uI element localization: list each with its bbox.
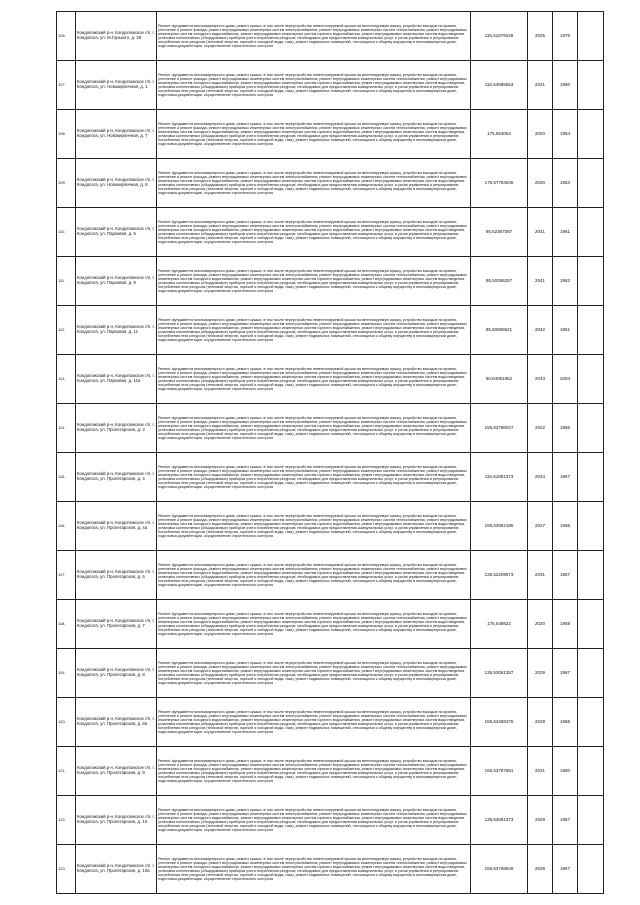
row-cost: 155,53768649 bbox=[471, 845, 528, 894]
row-number: 118. bbox=[57, 600, 76, 649]
table-row bbox=[57, 453, 604, 502]
row-address: Кондопожский р-н, Кондопожское г/п, г. Кондопога, ул. М.Горького, д. 29 bbox=[76, 12, 157, 61]
row-number: 107. bbox=[57, 61, 76, 110]
row-description: Ремонт фундамента многоквартирного дома, ремонт крыши, в том числе переустройство невентилируемой крыши на вентилируемую крышу, устройство выходов на кровлю, утепление и ремонт фасада, ремонт внутридомовых инженерных систем электроснабжения, ремонт внутридомовых инженерных систем теплоснабжения, ремонт внутридомовых инженерных систем холодного водоснабжения, ремонт внутридомовых инженерных систем горячего водоснабжения, ремонт внутридомовых инженерных систем водоотведения, установка коллективных (общедомовых) приборов учета потребления ресурсов, необходимых для предоставления коммунальных услуг, и узлов управления и регулирования потребления этих ресурсов (тепловой энергии, горячей и холодной воды, газа), ремонт подвальных помещений, относящихся к общему имуществу в многоквартирном доме, подготовка документации, осуществление строительного контроля bbox=[157, 796, 471, 845]
row-empty-cell bbox=[578, 747, 604, 796]
row-empty-cell bbox=[578, 551, 604, 600]
row-empty-cell bbox=[578, 845, 604, 894]
table-row bbox=[57, 502, 604, 551]
row-empty-cell bbox=[578, 208, 604, 257]
row-number: 117. bbox=[57, 551, 76, 600]
row-empty-cell bbox=[578, 600, 604, 649]
row-build-year: 1959 bbox=[553, 600, 578, 649]
row-repair-year: 2021 bbox=[528, 747, 553, 796]
row-empty-cell bbox=[578, 12, 604, 61]
row-address: Кондопожский р-н, Кондопожское г/п, г. Кондопога, ул. Пролетарская, д. 6 bbox=[76, 551, 157, 600]
row-repair-year: 2031 bbox=[528, 551, 553, 600]
table-row bbox=[57, 257, 604, 306]
row-description: Ремонт фундамента многоквартирного дома, ремонт крыши, в том числе переустройство невентилируемой крыши на вентилируемую крышу, устройство выходов на кровлю, утепление и ремонт фасада, ремонт внутридомовых инженерных систем электроснабжения, ремонт внутридомовых инженерных систем теплоснабжения, ремонт внутридомовых инженерных систем холодного водоснабжения, ремонт внутридомовых инженерных систем горячего водоснабжения, ремонт внутридомовых инженерных систем водоотведения, установка коллективных (общедомовых) приборов учета потребления ресурсов, необходимых для предоставления коммунальных услуг, и узлов управления и регулирования потребления этих ресурсов (тепловой энергии, горячей и холодной воды, газа), ремонт подвальных помещений, относящихся к общему имуществу в многоквартирном доме, подготовка документации, осуществление строительного контроля bbox=[157, 600, 471, 649]
row-number: 110. bbox=[57, 208, 76, 257]
table-row bbox=[57, 404, 604, 453]
row-empty-cell bbox=[578, 453, 604, 502]
row-repair-year: 2020 bbox=[528, 159, 553, 208]
row-number: 106. bbox=[57, 12, 76, 61]
table-row bbox=[57, 698, 604, 747]
row-build-year: 1966 bbox=[553, 502, 578, 551]
row-number: 120. bbox=[57, 698, 76, 747]
row-number: 115. bbox=[57, 453, 76, 502]
row-number: 121. bbox=[57, 747, 76, 796]
row-build-year: 1954 bbox=[553, 110, 578, 159]
row-description: Ремонт фундамента многоквартирного дома, ремонт крыши, в том числе переустройство невентилируемой крыши на вентилируемую крышу, устройство выходов на кровлю, утепление и ремонт фасада, ремонт внутридомовых инженерных систем электроснабжения, ремонт внутридомовых инженерных систем теплоснабжения, ремонт внутридомовых инженерных систем холодного водоснабжения, ремонт внутридомовых инженерных систем горячего водоснабжения, ремонт внутридомовых инженерных систем водоотведения, установка коллективных (общедомовых) приборов учета потребления ресурсов, необходимых для предоставления коммунальных услуг, и узлов управления и регулирования потребления этих ресурсов (тепловой энергии, горячей и холодной воды, газа), ремонт подвальных помещений, относящихся к общему имуществу в многоквартирном доме, подготовка документации, осуществление строительного контроля bbox=[157, 355, 471, 404]
row-repair-year: 2028 bbox=[528, 845, 553, 894]
row-build-year: 1956 bbox=[553, 404, 578, 453]
row-build-year: 1967 bbox=[553, 649, 578, 698]
table-row bbox=[57, 600, 604, 649]
row-address: Кондопожский р-н, Кондопожское г/п, г. Кондопога, ул. Новокирпичная, д. 1 bbox=[76, 61, 157, 110]
row-address: Кондопожский р-н, Кондопожское г/п, г. Кондопога, ул. Пролетарская, д. 4а bbox=[76, 502, 157, 551]
row-address: Кондопожский р-н, Кондопожское г/п, г. Кондопога, ул. Пролетарская, д. 9 bbox=[76, 747, 157, 796]
row-address: Кондопожский р-н, Кондопожское г/п, г. Кондопога, ул. Пролетарская, д. 3 bbox=[76, 404, 157, 453]
row-empty-cell bbox=[578, 110, 604, 159]
row-description: Ремонт фундамента многоквартирного дома, ремонт крыши, в том числе переустройство невентилируемой крыши на вентилируемую крышу, устройство выходов на кровлю, утепление и ремонт фасада, ремонт внутридомовых инженерных систем электроснабжения, ремонт внутридомовых инженерных систем теплоснабжения, ремонт внутридомовых инженерных систем холодного водоснабжения, ремонт внутридомовых инженерных систем горячего водоснабжения, ремонт внутридомовых инженерных систем водоотведения, установка коллективных (общедомовых) приборов учета потребления ресурсов, необходимых для предоставления коммунальных услуг, и узлов управления и регулирования потребления этих ресурсов (тепловой энергии, горячей и холодной воды, газа), ремонт подвальных помещений, относящихся к общему имуществу в многоквартирном доме, подготовка документации, осуществление строительного контроля bbox=[157, 61, 471, 110]
row-number: 109. bbox=[57, 159, 76, 208]
row-address: Кондопожский р-н, Кондопожское г/п, г. Кондопога, ул. Парковая, д. 5 bbox=[76, 208, 157, 257]
row-cost: 155,53468476 bbox=[471, 698, 528, 747]
row-empty-cell bbox=[578, 257, 604, 306]
table-row bbox=[57, 61, 604, 110]
row-description: Ремонт фундамента многоквартирного дома, ремонт крыши, в том числе переустройство невентилируемой крыши на вентилируемую крышу, устройство выходов на кровлю, утепление и ремонт фасада, ремонт внутридомовых инженерных систем электроснабжения, ремонт внутридомовых инженерных систем теплоснабжения, ремонт внутридомовых инженерных систем холодного водоснабжения, ремонт внутридомовых инженерных систем горячего водоснабжения, ремонт внутридомовых инженерных систем водоотведения, установка коллективных (общедомовых) приборов учета потребления ресурсов, необходимых для предоставления коммунальных услуг, и узлов управления и регулирования потребления этих ресурсов (тепловой энергии, горячей и холодной воды, газа), ремонт подвальных помещений, относящихся к общему имуществу в многоквартирном доме, подготовка документации, осуществление строительного контроля bbox=[157, 208, 471, 257]
row-cost: 135,52209973 bbox=[471, 551, 528, 600]
row-repair-year: 2043 bbox=[528, 355, 553, 404]
row-number: 119. bbox=[57, 649, 76, 698]
table-row bbox=[57, 306, 604, 355]
row-build-year: 1978 bbox=[553, 12, 578, 61]
row-empty-cell bbox=[578, 306, 604, 355]
row-number: 123. bbox=[57, 845, 76, 894]
repair-program-table bbox=[56, 11, 604, 894]
row-description: Ремонт фундамента многоквартирного дома, ремонт крыши, в том числе переустройство невентилируемой крыши на вентилируемую крышу, устройство выходов на кровлю, утепление и ремонт фасада, ремонт внутридомовых инженерных систем электроснабжения, ремонт внутридомовых инженерных систем теплоснабжения, ремонт внутридомовых инженерных систем холодного водоснабжения, ремонт внутридомовых инженерных систем горячего водоснабжения, ремонт внутридомовых инженерных систем водоотведения, установка коллективных (общедомовых) приборов учета потребления ресурсов, необходимых для предоставления коммунальных услуг, и узлов управления и регулирования потребления этих ресурсов (тепловой энергии, горячей и холодной воды, газа), ремонт подвальных помещений, относящихся к общему имуществу в многоквартирном доме, подготовка документации, осуществление строительного контроля bbox=[157, 502, 471, 551]
row-empty-cell bbox=[578, 159, 604, 208]
row-build-year: 1968 bbox=[553, 698, 578, 747]
row-empty-cell bbox=[578, 355, 604, 404]
row-cost: 95,50356257 bbox=[471, 257, 528, 306]
row-address: Кондопожский р-н, Кондопожское г/п, г. Кондопога, ул. Пролетарская, д. 10 bbox=[76, 796, 157, 845]
row-empty-cell bbox=[578, 404, 604, 453]
row-repair-year: 2022 bbox=[528, 404, 553, 453]
row-build-year: 1967 bbox=[553, 453, 578, 502]
row-build-year: 1961 bbox=[553, 208, 578, 257]
row-address: Кондопожский р-н, Кондопожское г/п, г. Кондопога, ул. Пролетарская, д. 4 bbox=[76, 453, 157, 502]
table-row bbox=[57, 747, 604, 796]
row-empty-cell bbox=[578, 649, 604, 698]
row-repair-year: 2041 bbox=[528, 208, 553, 257]
row-repair-year: 2041 bbox=[528, 257, 553, 306]
row-cost: 175,57784649 bbox=[471, 159, 528, 208]
row-cost: 95,50999621 bbox=[471, 306, 528, 355]
row-cost: 115,61881373 bbox=[471, 453, 528, 502]
row-address: Кондопожский р-н, Кондопожское г/п, г. Кондопога, ул. Пролетарская, д. 7 bbox=[76, 600, 157, 649]
row-number: 116. bbox=[57, 502, 76, 551]
row-description: Ремонт фундамента многоквартирного дома, ремонт крыши, в том числе переустройство невентилируемой крыши на вентилируемую крышу, устройство выходов на кровлю, утепление и ремонт фасада, ремонт внутридомовых инженерных систем электроснабжения, ремонт внутридомовых инженерных систем теплоснабжения, ремонт внутридомовых инженерных систем холодного водоснабжения, ремонт внутридомовых инженерных систем горячего водоснабжения, ремонт внутридомовых инженерных систем водоотведения, установка коллективных (общедомовых) приборов учета потребления ресурсов, необходимых для предоставления коммунальных услуг, и узлов управления и регулирования потребления этих ресурсов (тепловой энергии, горячей и холодной воды, газа), ремонт подвальных помещений, относящихся к общему имуществу в многоквартирном доме, подготовка документации, осуществление строительного контроля bbox=[157, 159, 471, 208]
row-repair-year: 2021 bbox=[528, 61, 553, 110]
row-cost: 135,53061357 bbox=[471, 649, 528, 698]
row-cost: 115,51579229 bbox=[471, 12, 528, 61]
row-description: Ремонт фундамента многоквартирного дома, ремонт крыши, в том числе переустройство невентилируемой крыши на вентилируемую крышу, устройство выходов на кровлю, утепление и ремонт фасада, ремонт внутридомовых инженерных систем электроснабжения, ремонт внутридомовых инженерных систем теплоснабжения, ремонт внутридомовых инженерных систем холодного водоснабжения, ремонт внутридомовых инженерных систем горячего водоснабжения, ремонт внутридомовых инженерных систем водоотведения, установка коллективных (общедомовых) приборов учета потребления ресурсов, необходимых для предоставления коммунальных услуг, и узлов управления и регулирования потребления этих ресурсов (тепловой энергии, горячей и холодной воды, газа), ремонт подвальных помещений, относящихся к общему имуществу в многоквартирном доме, подготовка документации, осуществление строительного контроля bbox=[157, 257, 471, 306]
row-repair-year: 2034 bbox=[528, 453, 553, 502]
row-build-year: 1962 bbox=[553, 257, 578, 306]
row-number: 122. bbox=[57, 796, 76, 845]
row-description: Ремонт фундамента многоквартирного дома, ремонт крыши, в том числе переустройство невентилируемой крыши на вентилируемую крышу, устройство выходов на кровлю, утепление и ремонт фасада, ремонт внутридомовых инженерных систем электроснабжения, ремонт внутридомовых инженерных систем теплоснабжения, ремонт внутридомовых инженерных систем холодного водоснабжения, ремонт внутридомовых инженерных систем горячего водоснабжения, ремонт внутридомовых инженерных систем водоотведения, установка коллективных (общедомовых) приборов учета потребления ресурсов, необходимых для предоставления коммунальных услуг, и узлов управления и регулирования потребления этих ресурсов (тепловой энергии, горячей и холодной воды, газа), ремонт подвальных помещений, относящихся к общему имуществу в многоквартирном доме, подготовка документации, осуществление строительного контроля bbox=[157, 698, 471, 747]
row-cost: 50,64061862 bbox=[471, 355, 528, 404]
table-row bbox=[57, 12, 604, 61]
row-cost: 155,53786027 bbox=[471, 404, 528, 453]
row-address: Кондопожский р-н, Кондопожское г/п, г. Кондопога, ул. Парковая, д. 9 bbox=[76, 257, 157, 306]
row-number: 113. bbox=[57, 355, 76, 404]
document-page bbox=[56, 11, 586, 894]
row-description: Ремонт фундамента многоквартирного дома, ремонт крыши, в том числе переустройство невентилируемой крыши на вентилируемую крышу, устройство выходов на кровлю, утепление и ремонт фасада, ремонт внутридомовых инженерных систем электроснабжения, ремонт внутридомовых инженерных систем теплоснабжения, ремонт внутридомовых инженерных систем холодного водоснабжения, ремонт внутридомовых инженерных систем горячего водоснабжения, ремонт внутридомовых инженерных систем водоотведения, установка коллективных (общедомовых) приборов учета потребления ресурсов, необходимых для предоставления коммунальных услуг, и узлов управления и регулирования потребления этих ресурсов (тепловой энергии, горячей и холодной воды, газа), ремонт подвальных помещений, относящихся к общему имуществу в многоквартирном доме, подготовка документации, осуществление строительного контроля bbox=[157, 404, 471, 453]
row-empty-cell bbox=[578, 796, 604, 845]
row-repair-year: 2020 bbox=[528, 110, 553, 159]
table-row bbox=[57, 649, 604, 698]
row-address: Кондопожский р-н, Кондопожское г/п, г. Кондопога, ул. Пролетарская, д. 8 bbox=[76, 649, 157, 698]
row-empty-cell bbox=[578, 698, 604, 747]
row-repair-year: 2029 bbox=[528, 796, 553, 845]
table-row bbox=[57, 110, 604, 159]
row-address: Кондопожский р-н, Кондопожское г/п, г. Кондопога, ул. Пролетарская, д. 8а bbox=[76, 698, 157, 747]
row-address: Кондопожский р-н, Кондопожское г/п, г. Кондопога, ул. Парковая, д. 11 bbox=[76, 306, 157, 355]
row-address: Кондопожский р-н, Кондопожское г/п, г. Кондопога, ул. Новокирпичная, д. 8 bbox=[76, 159, 157, 208]
table-row bbox=[57, 845, 604, 894]
row-build-year: 1967 bbox=[553, 845, 578, 894]
row-number: 108. bbox=[57, 110, 76, 159]
table-row bbox=[57, 796, 604, 845]
row-repair-year: 2042 bbox=[528, 306, 553, 355]
row-build-year: 1967 bbox=[553, 551, 578, 600]
row-repair-year: 2029 bbox=[528, 649, 553, 698]
row-address: Кондопожский р-н, Кондопожское г/п, г. Кондопога, ул. Новокирпичная, д. 7 bbox=[76, 110, 157, 159]
row-description: Ремонт фундамента многоквартирного дома, ремонт крыши, в том числе переустройство невентилируемой крыши на вентилируемую крышу, устройство выходов на кровлю, утепление и ремонт фасада, ремонт внутридомовых инженерных систем электроснабжения, ремонт внутридомовых инженерных систем теплоснабжения, ремонт внутридомовых инженерных систем холодного водоснабжения, ремонт внутридомовых инженерных систем горячего водоснабжения, ремонт внутридомовых инженерных систем водоотведения, установка коллективных (общедомовых) приборов учета потребления ресурсов, необходимых для предоставления коммунальных услуг, и узлов управления и регулирования потребления этих ресурсов (тепловой энергии, горячей и холодной воды, газа), ремонт подвальных помещений, относящихся к общему имуществу в многоквартирном доме, подготовка документации, осуществление строительного контроля bbox=[157, 845, 471, 894]
row-description: Ремонт фундамента многоквартирного дома, ремонт крыши, в том числе переустройство невентилируемой крыши на вентилируемую крышу, устройство выходов на кровлю, утепление и ремонт фасада, ремонт внутридомовых инженерных систем электроснабжения, ремонт внутридомовых инженерных систем теплоснабжения, ремонт внутридомовых инженерных систем холодного водоснабжения, ремонт внутридомовых инженерных систем горячего водоснабжения, ремонт внутридомовых инженерных систем водоотведения, установка коллективных (общедомовых) приборов учета потребления ресурсов, необходимых для предоставления коммунальных услуг, и узлов управления и регулирования потребления этих ресурсов (тепловой энергии, горячей и холодной воды, газа), ремонт подвальных помещений, относящихся к общему имуществу в многоквартирном доме, подготовка документации, осуществление строительного контроля bbox=[157, 12, 471, 61]
table-body bbox=[57, 12, 604, 894]
row-repair-year: 2027 bbox=[528, 502, 553, 551]
row-number: 114. bbox=[57, 404, 76, 453]
row-build-year: 1967 bbox=[553, 796, 578, 845]
row-number: 112. bbox=[57, 306, 76, 355]
row-empty-cell bbox=[578, 61, 604, 110]
row-build-year: 1953 bbox=[553, 159, 578, 208]
row-cost: 175,554062 bbox=[471, 110, 528, 159]
row-build-year: 1960 bbox=[553, 747, 578, 796]
table-row bbox=[57, 355, 604, 404]
row-repair-year: 2025 bbox=[528, 12, 553, 61]
row-number: 111. bbox=[57, 257, 76, 306]
row-description: Ремонт фундамента многоквартирного дома, ремонт крыши, в том числе переустройство невентилируемой крыши на вентилируемую крышу, устройство выходов на кровлю, утепление и ремонт фасада, ремонт внутридомовых инженерных систем электроснабжения, ремонт внутридомовых инженерных систем теплоснабжения, ремонт внутридомовых инженерных систем холодного водоснабжения, ремонт внутридомовых инженерных систем горячего водоснабжения, ремонт внутридомовых инженерных систем водоотведения, установка коллективных (общедомовых) приборов учета потребления ресурсов, необходимых для предоставления коммунальных услуг, и узлов управления и регулирования потребления этих ресурсов (тепловой энергии, горячей и холодной воды, газа), ремонт подвальных помещений, относящихся к общему имуществу в многоквартирном доме, подготовка документации, осуществление строительного контроля bbox=[157, 110, 471, 159]
table-row bbox=[57, 208, 604, 257]
row-empty-cell bbox=[578, 502, 604, 551]
row-address: Кондопожский р-н, Кондопожское г/п, г. Кондопога, ул. Пролетарская, д. 10а bbox=[76, 845, 157, 894]
row-cost: 155,53962185 bbox=[471, 502, 528, 551]
row-build-year: 2004 bbox=[553, 355, 578, 404]
row-description: Ремонт фундамента многоквартирного дома, ремонт крыши, в том числе переустройство невентилируемой крыши на вентилируемую крышу, устройство выходов на кровлю, утепление и ремонт фасада, ремонт внутридомовых инженерных систем электроснабжения, ремонт внутридомовых инженерных систем теплоснабжения, ремонт внутридомовых инженерных систем холодного водоснабжения, ремонт внутридомовых инженерных систем горячего водоснабжения, ремонт внутридомовых инженерных систем водоотведения, установка коллективных (общедомовых) приборов учета потребления ресурсов, необходимых для предоставления коммунальных услуг, и узлов управления и регулирования потребления этих ресурсов (тепловой энергии, горячей и холодной воды, газа), ремонт подвальных помещений, относящихся к общему имуществу в многоквартирном доме, подготовка документации, осуществление строительного контроля bbox=[157, 747, 471, 796]
row-description: Ремонт фундамента многоквартирного дома, ремонт крыши, в том числе переустройство невентилируемой крыши на вентилируемую крышу, устройство выходов на кровлю, утепление и ремонт фасада, ремонт внутридомовых инженерных систем электроснабжения, ремонт внутридомовых инженерных систем теплоснабжения, ремонт внутридомовых инженерных систем холодного водоснабжения, ремонт внутридомовых инженерных систем горячего водоснабжения, ремонт внутридомовых инженерных систем водоотведения, установка коллективных (общедомовых) приборов учета потребления ресурсов, необходимых для предоставления коммунальных услуг, и узлов управления и регулирования потребления этих ресурсов (тепловой энергии, горячей и холодной воды, газа), ремонт подвальных помещений, относящихся к общему имуществу в многоквартирном доме, подготовка документации, осуществление строительного контроля bbox=[157, 306, 471, 355]
row-repair-year: 2028 bbox=[528, 698, 553, 747]
row-description: Ремонт фундамента многоквартирного дома, ремонт крыши, в том числе переустройство невентилируемой крыши на вентилируемую крышу, устройство выходов на кровлю, утепление и ремонт фасада, ремонт внутридомовых инженерных систем электроснабжения, ремонт внутридомовых инженерных систем теплоснабжения, ремонт внутридомовых инженерных систем холодного водоснабжения, ремонт внутридомовых инженерных систем горячего водоснабжения, ремонт внутридомовых инженерных систем водоотведения, установка коллективных (общедомовых) приборов учета потребления ресурсов, необходимых для предоставления коммунальных услуг, и узлов управления и регулирования потребления этих ресурсов (тепловой энергии, горячей и холодной воды, газа), ремонт подвальных помещений, относящихся к общему имуществу в многоквартирном доме, подготовка документации, осуществление строительного контроля bbox=[157, 551, 471, 600]
row-description: Ремонт фундамента многоквартирного дома, ремонт крыши, в том числе переустройство невентилируемой крыши на вентилируемую крышу, устройство выходов на кровлю, утепление и ремонт фасада, ремонт внутридомовых инженерных систем электроснабжения, ремонт внутридомовых инженерных систем теплоснабжения, ремонт внутридомовых инженерных систем холодного водоснабжения, ремонт внутридомовых инженерных систем горячего водоснабжения, ремонт внутридомовых инженерных систем водоотведения, установка коллективных (общедомовых) приборов учета потребления ресурсов, необходимых для предоставления коммунальных услуг, и узлов управления и регулирования потребления этих ресурсов (тепловой энергии, горячей и холодной воды, газа), ремонт подвальных помещений, относящихся к общему имуществу в многоквартирном доме, подготовка документации, осуществление строительного контроля bbox=[157, 649, 471, 698]
row-build-year: 1960 bbox=[553, 61, 578, 110]
table-row bbox=[57, 159, 604, 208]
row-cost: 135,53081373 bbox=[471, 796, 528, 845]
row-address: Кондопожский р-н, Кондопожское г/п, г. Кондопога, ул. Парковая, д. 11а bbox=[76, 355, 157, 404]
table-row bbox=[57, 551, 604, 600]
row-repair-year: 2020 bbox=[528, 600, 553, 649]
row-build-year: 1961 bbox=[553, 306, 578, 355]
row-cost: 175,549822 bbox=[471, 600, 528, 649]
row-description: Ремонт фундамента многоквартирного дома, ремонт крыши, в том числе переустройство невентилируемой крыши на вентилируемую крышу, устройство выходов на кровлю, утепление и ремонт фасада, ремонт внутридомовых инженерных систем электроснабжения, ремонт внутридомовых инженерных систем теплоснабжения, ремонт внутридомовых инженерных систем холодного водоснабжения, ремонт внутридомовых инженерных систем горячего водоснабжения, ремонт внутридомовых инженерных систем водоотведения, установка коллективных (общедомовых) приборов учета потребления ресурсов, необходимых для предоставления коммунальных услуг, и узлов управления и регулирования потребления этих ресурсов (тепловой энергии, горячей и холодной воды, газа), ремонт подвальных помещений, относящихся к общему имуществу в многоквартирном доме, подготовка документации, осуществление строительного контроля bbox=[157, 453, 471, 502]
row-cost: 115,54965553 bbox=[471, 61, 528, 110]
row-cost: 155,53787881 bbox=[471, 747, 528, 796]
row-cost: 95,52367587 bbox=[471, 208, 528, 257]
